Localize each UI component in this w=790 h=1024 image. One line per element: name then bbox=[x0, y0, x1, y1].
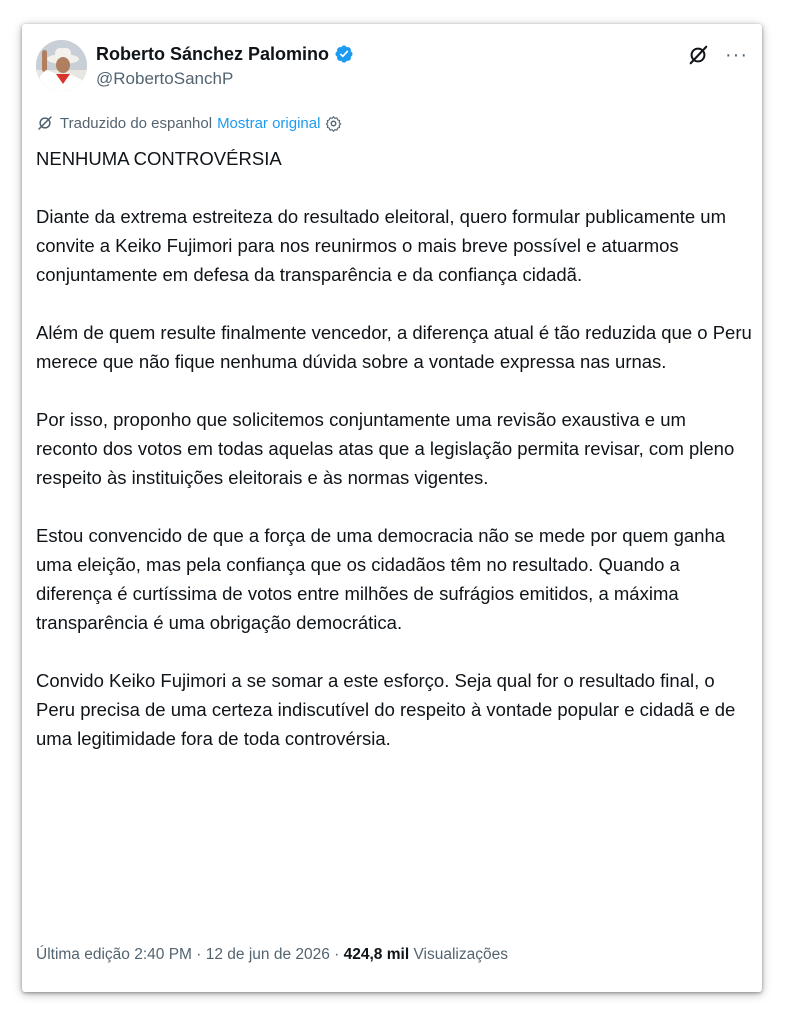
post-header bbox=[36, 40, 748, 94]
post-paragraph: Por isso, proponho que solicitemos conjuntamente uma revisão exaustiva e um reconto dos votos em todas aquelas atas que a legislação permita revisar, com pleno respeito às instituições eleitorais e às normas vigentes. bbox=[36, 409, 735, 488]
meta-separator: · bbox=[191, 946, 206, 963]
post-text bbox=[36, 144, 752, 753]
edited-label[interactable]: Última edição bbox=[36, 946, 130, 963]
avatar-image bbox=[36, 40, 87, 91]
post-top-actions bbox=[687, 44, 748, 66]
meta-separator: · bbox=[329, 946, 344, 963]
post-date[interactable]: 12 de jun de 2026 bbox=[205, 946, 330, 963]
post-time[interactable]: 2:40 PM bbox=[134, 946, 192, 963]
post-paragraph: Estou convencido de que a força de uma democracia não se mede por quem ganha uma eleição, mas pela confiança que os cidadãos têm no resultado. Quando a diferença é curtíssima de votos entre milhões de sufrágios emitidos, a máxima transparência é uma obrigação democrática. bbox=[36, 525, 726, 633]
author-display-name[interactable]: Roberto Sánchez Palomino bbox=[96, 43, 330, 64]
translation-label: Traduzido do espanhol bbox=[60, 114, 213, 132]
post-paragraph: Convido Keiko Fujimori a se somar a este esforço. Seja qual for o resultado final, o Peru precisa de uma certeza indiscutível do respeito à vontade popular e cidadã e de uma legitimidade fora de toda controvérsia. bbox=[36, 670, 736, 749]
gear-icon[interactable] bbox=[325, 115, 342, 132]
show-original-link[interactable]: Mostrar original bbox=[217, 114, 321, 132]
post-card bbox=[22, 24, 762, 992]
translation-row bbox=[36, 113, 342, 133]
avatar[interactable] bbox=[36, 40, 87, 91]
post-paragraph: Diante da extrema estreiteza do resultado eleitoral, quero formular publicamente um convite a Keiko Fujimori para nos reunirmos o mais breve possível e atuarmos conjuntamente em defesa da transparência e da confiança cidadã. bbox=[36, 206, 727, 285]
post-meta bbox=[36, 946, 508, 964]
grok-icon[interactable] bbox=[687, 44, 709, 66]
author-handle[interactable]: @RobertoSanchP bbox=[96, 69, 234, 88]
translate-icon bbox=[36, 114, 54, 132]
views-label: Visualizações bbox=[413, 946, 508, 963]
author-names bbox=[96, 42, 354, 89]
views-count: 424,8 mil bbox=[343, 946, 410, 963]
post-paragraph: Além de quem resulte finalmente vencedor, a diferença atual é tão reduzida que o Peru merece que não fique nenhuma dúvida sobre a vontade expressa nas urnas. bbox=[36, 322, 752, 372]
verified-badge-icon[interactable] bbox=[334, 44, 354, 64]
post-title: NENHUMA CONTROVÉRSIA bbox=[36, 148, 282, 169]
more-options-icon[interactable]: ··· bbox=[725, 44, 748, 66]
